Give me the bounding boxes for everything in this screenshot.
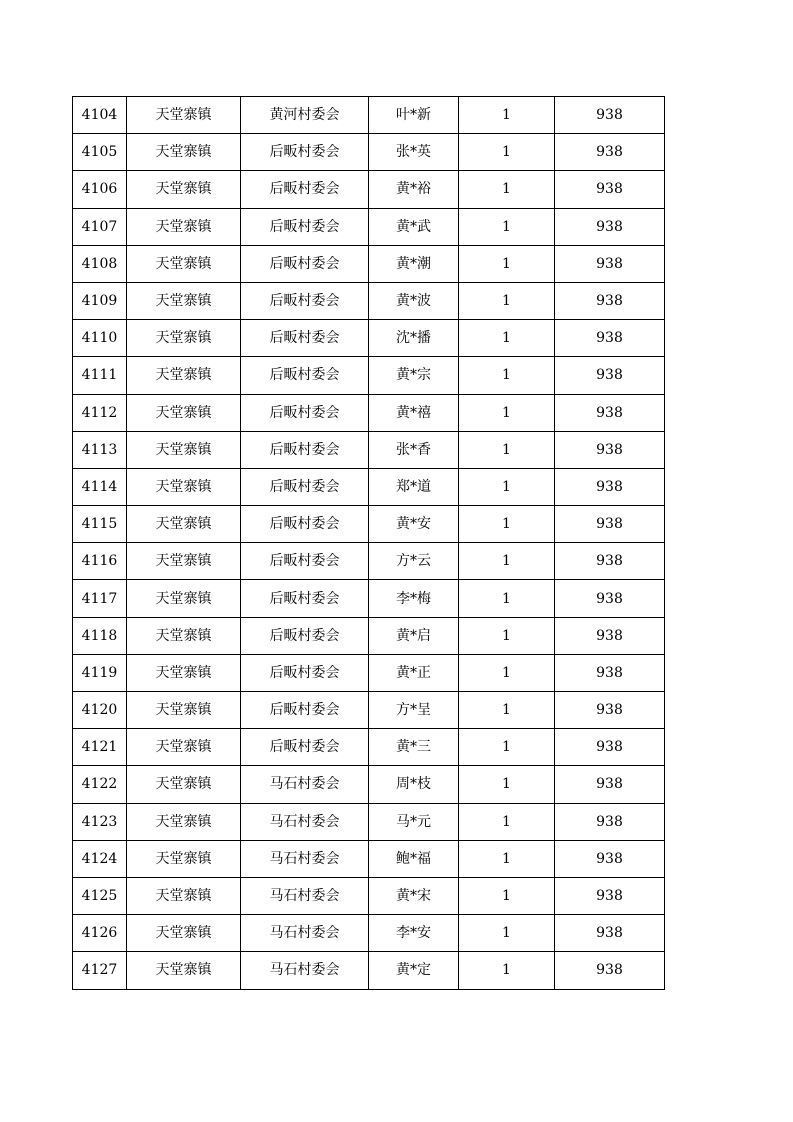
table-row bbox=[73, 506, 665, 543]
recipient-name-cell: 黄*潮 bbox=[369, 245, 459, 282]
table-row bbox=[73, 692, 665, 729]
person-count-cell: 1 bbox=[459, 543, 555, 580]
serial-number-cell: 4105 bbox=[73, 134, 127, 171]
person-count-cell: 1 bbox=[459, 134, 555, 171]
town-cell: 天堂寨镇 bbox=[127, 692, 241, 729]
town-cell: 天堂寨镇 bbox=[127, 617, 241, 654]
village-committee-cell: 后畈村委会 bbox=[241, 729, 369, 766]
recipient-name-cell: 黄*波 bbox=[369, 282, 459, 319]
person-count-cell: 1 bbox=[459, 617, 555, 654]
recipient-name-cell: 张*香 bbox=[369, 431, 459, 468]
serial-number-cell: 4119 bbox=[73, 654, 127, 691]
serial-number-cell: 4104 bbox=[73, 97, 127, 134]
village-committee-cell: 后畈村委会 bbox=[241, 320, 369, 357]
amount-cell: 938 bbox=[555, 729, 665, 766]
village-committee-cell: 马石村委会 bbox=[241, 915, 369, 952]
village-committee-cell: 后畈村委会 bbox=[241, 282, 369, 319]
person-count-cell: 1 bbox=[459, 654, 555, 691]
amount-cell: 938 bbox=[555, 357, 665, 394]
amount-cell: 938 bbox=[555, 915, 665, 952]
serial-number-cell: 4116 bbox=[73, 543, 127, 580]
table-row bbox=[73, 468, 665, 505]
recipient-name-cell: 黄*正 bbox=[369, 654, 459, 691]
village-committee-cell: 黄河村委会 bbox=[241, 97, 369, 134]
table-row bbox=[73, 171, 665, 208]
amount-cell: 938 bbox=[555, 282, 665, 319]
town-cell: 天堂寨镇 bbox=[127, 97, 241, 134]
table-row bbox=[73, 952, 665, 989]
table-row bbox=[73, 543, 665, 580]
village-committee-cell: 后畈村委会 bbox=[241, 468, 369, 505]
town-cell: 天堂寨镇 bbox=[127, 208, 241, 245]
recipient-name-cell: 黄*禧 bbox=[369, 394, 459, 431]
serial-number-cell: 4123 bbox=[73, 803, 127, 840]
town-cell: 天堂寨镇 bbox=[127, 431, 241, 468]
recipient-name-cell: 黄*安 bbox=[369, 506, 459, 543]
serial-number-cell: 4114 bbox=[73, 468, 127, 505]
town-cell: 天堂寨镇 bbox=[127, 877, 241, 914]
serial-number-cell: 4112 bbox=[73, 394, 127, 431]
recipient-name-cell: 黄*定 bbox=[369, 952, 459, 989]
amount-cell: 938 bbox=[555, 506, 665, 543]
recipient-name-cell: 黄*三 bbox=[369, 729, 459, 766]
amount-cell: 938 bbox=[555, 803, 665, 840]
town-cell: 天堂寨镇 bbox=[127, 171, 241, 208]
recipient-name-cell: 黄*宋 bbox=[369, 877, 459, 914]
town-cell: 天堂寨镇 bbox=[127, 134, 241, 171]
serial-number-cell: 4111 bbox=[73, 357, 127, 394]
amount-cell: 938 bbox=[555, 320, 665, 357]
person-count-cell: 1 bbox=[459, 97, 555, 134]
person-count-cell: 1 bbox=[459, 282, 555, 319]
person-count-cell: 1 bbox=[459, 877, 555, 914]
table-row bbox=[73, 245, 665, 282]
recipient-name-cell: 鲍*福 bbox=[369, 840, 459, 877]
table-row bbox=[73, 766, 665, 803]
amount-cell: 938 bbox=[555, 617, 665, 654]
serial-number-cell: 4113 bbox=[73, 431, 127, 468]
recipient-name-cell: 黄*武 bbox=[369, 208, 459, 245]
recipient-name-cell: 叶*新 bbox=[369, 97, 459, 134]
table-row bbox=[73, 394, 665, 431]
person-count-cell: 1 bbox=[459, 394, 555, 431]
person-count-cell: 1 bbox=[459, 692, 555, 729]
amount-cell: 938 bbox=[555, 654, 665, 691]
village-committee-cell: 马石村委会 bbox=[241, 877, 369, 914]
village-committee-cell: 后畈村委会 bbox=[241, 208, 369, 245]
recipient-name-cell: 马*元 bbox=[369, 803, 459, 840]
amount-cell: 938 bbox=[555, 692, 665, 729]
table-row bbox=[73, 915, 665, 952]
town-cell: 天堂寨镇 bbox=[127, 729, 241, 766]
amount-cell: 938 bbox=[555, 431, 665, 468]
amount-cell: 938 bbox=[555, 580, 665, 617]
person-count-cell: 1 bbox=[459, 431, 555, 468]
table-row bbox=[73, 208, 665, 245]
table-row bbox=[73, 729, 665, 766]
table-row bbox=[73, 840, 665, 877]
recipient-name-cell: 郑*道 bbox=[369, 468, 459, 505]
village-committee-cell: 后畈村委会 bbox=[241, 357, 369, 394]
person-count-cell: 1 bbox=[459, 208, 555, 245]
serial-number-cell: 4121 bbox=[73, 729, 127, 766]
recipient-name-cell: 黄*宗 bbox=[369, 357, 459, 394]
village-committee-cell: 马石村委会 bbox=[241, 952, 369, 989]
roster-table-body bbox=[73, 97, 665, 990]
town-cell: 天堂寨镇 bbox=[127, 580, 241, 617]
serial-number-cell: 4125 bbox=[73, 877, 127, 914]
person-count-cell: 1 bbox=[459, 506, 555, 543]
person-count-cell: 1 bbox=[459, 803, 555, 840]
amount-cell: 938 bbox=[555, 208, 665, 245]
recipient-name-cell: 李*安 bbox=[369, 915, 459, 952]
village-committee-cell: 后畈村委会 bbox=[241, 543, 369, 580]
village-committee-cell: 马石村委会 bbox=[241, 840, 369, 877]
amount-cell: 938 bbox=[555, 97, 665, 134]
village-committee-cell: 后畈村委会 bbox=[241, 134, 369, 171]
person-count-cell: 1 bbox=[459, 580, 555, 617]
table-row bbox=[73, 97, 665, 134]
table-row bbox=[73, 617, 665, 654]
recipient-name-cell: 方*云 bbox=[369, 543, 459, 580]
person-count-cell: 1 bbox=[459, 915, 555, 952]
recipient-name-cell: 张*英 bbox=[369, 134, 459, 171]
recipient-name-cell: 沈*播 bbox=[369, 320, 459, 357]
amount-cell: 938 bbox=[555, 134, 665, 171]
serial-number-cell: 4107 bbox=[73, 208, 127, 245]
amount-cell: 938 bbox=[555, 952, 665, 989]
town-cell: 天堂寨镇 bbox=[127, 282, 241, 319]
table-row bbox=[73, 282, 665, 319]
village-committee-cell: 后畈村委会 bbox=[241, 431, 369, 468]
serial-number-cell: 4117 bbox=[73, 580, 127, 617]
town-cell: 天堂寨镇 bbox=[127, 654, 241, 691]
amount-cell: 938 bbox=[555, 171, 665, 208]
person-count-cell: 1 bbox=[459, 171, 555, 208]
serial-number-cell: 4126 bbox=[73, 915, 127, 952]
town-cell: 天堂寨镇 bbox=[127, 320, 241, 357]
table-row bbox=[73, 654, 665, 691]
recipient-name-cell: 方*呈 bbox=[369, 692, 459, 729]
amount-cell: 938 bbox=[555, 766, 665, 803]
recipient-name-cell: 黄*启 bbox=[369, 617, 459, 654]
person-count-cell: 1 bbox=[459, 766, 555, 803]
recipient-name-cell: 周*枝 bbox=[369, 766, 459, 803]
village-committee-cell: 后畈村委会 bbox=[241, 171, 369, 208]
town-cell: 天堂寨镇 bbox=[127, 245, 241, 282]
person-count-cell: 1 bbox=[459, 952, 555, 989]
town-cell: 天堂寨镇 bbox=[127, 543, 241, 580]
table-row bbox=[73, 877, 665, 914]
recipient-name-cell: 黄*裕 bbox=[369, 171, 459, 208]
town-cell: 天堂寨镇 bbox=[127, 803, 241, 840]
person-count-cell: 1 bbox=[459, 245, 555, 282]
village-committee-cell: 后畈村委会 bbox=[241, 692, 369, 729]
serial-number-cell: 4106 bbox=[73, 171, 127, 208]
serial-number-cell: 4118 bbox=[73, 617, 127, 654]
amount-cell: 938 bbox=[555, 543, 665, 580]
town-cell: 天堂寨镇 bbox=[127, 357, 241, 394]
person-count-cell: 1 bbox=[459, 357, 555, 394]
village-committee-cell: 后畈村委会 bbox=[241, 617, 369, 654]
person-count-cell: 1 bbox=[459, 468, 555, 505]
serial-number-cell: 4122 bbox=[73, 766, 127, 803]
town-cell: 天堂寨镇 bbox=[127, 506, 241, 543]
serial-number-cell: 4127 bbox=[73, 952, 127, 989]
serial-number-cell: 4124 bbox=[73, 840, 127, 877]
serial-number-cell: 4120 bbox=[73, 692, 127, 729]
village-committee-cell: 马石村委会 bbox=[241, 766, 369, 803]
village-committee-cell: 马石村委会 bbox=[241, 803, 369, 840]
amount-cell: 938 bbox=[555, 394, 665, 431]
amount-cell: 938 bbox=[555, 245, 665, 282]
village-committee-cell: 后畈村委会 bbox=[241, 394, 369, 431]
village-committee-cell: 后畈村委会 bbox=[241, 245, 369, 282]
person-count-cell: 1 bbox=[459, 729, 555, 766]
serial-number-cell: 4108 bbox=[73, 245, 127, 282]
village-committee-cell: 后畈村委会 bbox=[241, 654, 369, 691]
table-row bbox=[73, 134, 665, 171]
table-row bbox=[73, 357, 665, 394]
serial-number-cell: 4110 bbox=[73, 320, 127, 357]
serial-number-cell: 4109 bbox=[73, 282, 127, 319]
person-count-cell: 1 bbox=[459, 840, 555, 877]
town-cell: 天堂寨镇 bbox=[127, 394, 241, 431]
village-committee-cell: 后畈村委会 bbox=[241, 506, 369, 543]
table-row bbox=[73, 320, 665, 357]
amount-cell: 938 bbox=[555, 840, 665, 877]
table-row bbox=[73, 803, 665, 840]
town-cell: 天堂寨镇 bbox=[127, 840, 241, 877]
town-cell: 天堂寨镇 bbox=[127, 952, 241, 989]
serial-number-cell: 4115 bbox=[73, 506, 127, 543]
amount-cell: 938 bbox=[555, 877, 665, 914]
table-row bbox=[73, 431, 665, 468]
table-row bbox=[73, 580, 665, 617]
person-count-cell: 1 bbox=[459, 320, 555, 357]
amount-cell: 938 bbox=[555, 468, 665, 505]
village-committee-cell: 后畈村委会 bbox=[241, 580, 369, 617]
subsidy-roster-table bbox=[72, 96, 665, 990]
recipient-name-cell: 李*梅 bbox=[369, 580, 459, 617]
town-cell: 天堂寨镇 bbox=[127, 766, 241, 803]
town-cell: 天堂寨镇 bbox=[127, 468, 241, 505]
town-cell: 天堂寨镇 bbox=[127, 915, 241, 952]
